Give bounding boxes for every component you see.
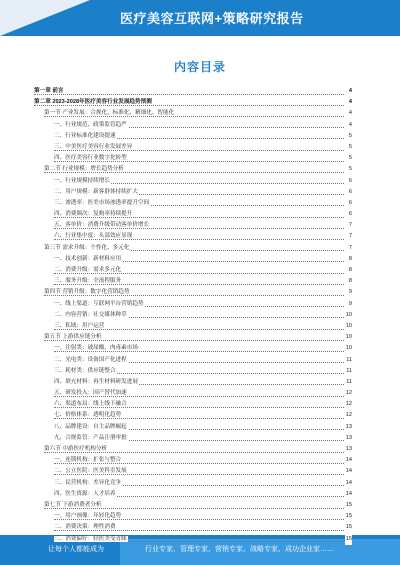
- toc-entry[interactable]: [34, 522, 352, 533]
- toc-entry[interactable]: [34, 511, 352, 522]
- report-title: 医疗美容互联网+策略研究报告: [120, 11, 304, 26]
- toc-page-number: 14: [345, 466, 352, 477]
- toc-entry[interactable]: [34, 299, 352, 310]
- toc-page-number: 10: [345, 343, 352, 354]
- toc-entry-text: 第一节 产业发展：合规化、标准化、精细化、智能化: [44, 110, 175, 117]
- toc-entry-text: 第二节 行业规模：增长趋势分析: [44, 166, 124, 173]
- toc-entry[interactable]: [34, 120, 352, 131]
- toc-entry-text: 六、行业集中度：头部效应显现: [54, 233, 133, 240]
- dot-leader: [54, 530, 344, 531]
- toc-entry[interactable]: [34, 355, 352, 366]
- toc-page-number: 15: [345, 500, 352, 511]
- toc-entry-text: 三、中美医疗美容行业发展差异: [54, 143, 133, 150]
- toc-entry-text: 一、行业规范，政策监管趋严: [54, 121, 127, 128]
- toc-entry-text: 四、消费频次：复购率持续提升: [54, 211, 133, 218]
- toc-entry-text: 一、线上渠道：互联网平台营销趋势: [54, 300, 144, 307]
- toc-page-number: 7: [348, 231, 352, 242]
- toc-page-number: 6: [348, 209, 352, 220]
- toc-entry-text: 一、注射类：玻尿酸、肉毒素市场: [54, 345, 138, 352]
- toc-page-number: 13: [345, 422, 352, 433]
- toc-entry-text: 四、医疗美容行业数字化转型: [54, 155, 127, 162]
- toc-entry-text: 一、连锁机构：扩张与整合: [54, 457, 122, 464]
- toc-entry-text: 第三节 需求升级：个性化、多元化: [44, 244, 130, 251]
- toc-page-number: 10: [345, 332, 352, 343]
- toc-page-number: 8: [348, 254, 352, 265]
- toc-entry[interactable]: [34, 86, 352, 97]
- toc-page-number: 10: [345, 310, 352, 321]
- toc-entry-text: 一、行业规模持续增长: [54, 177, 110, 184]
- toc-page-number: 9: [348, 299, 352, 310]
- toc-entry-text: 第一章 前言: [34, 88, 64, 94]
- toc-entry-text: 二、行业标准化建设提速: [54, 132, 116, 139]
- toc-entry-text: 二、内容营销：社交媒体种草: [54, 311, 127, 318]
- toc-entry-text: 一、技术创新：新材料应用: [54, 255, 122, 262]
- toc-page-number: 8: [348, 265, 352, 276]
- toc-entry[interactable]: [34, 433, 352, 444]
- toc-entry[interactable]: [34, 388, 352, 399]
- dot-leader: [44, 116, 344, 117]
- footer-motto: 让每个人都能成为: [48, 546, 104, 553]
- toc-entry-text: 五、研发投入：国产替代加速: [54, 390, 127, 397]
- toc-page-number: 14: [345, 478, 352, 489]
- dot-leader: [54, 418, 344, 419]
- toc-entry-text: 二、光电类：设备国产化进程: [54, 356, 127, 363]
- toc-page-number: 13: [345, 444, 352, 455]
- toc-entry-text: 五、客单价：消费升级带动客单价增长: [54, 222, 150, 229]
- toc-entry[interactable]: [34, 187, 352, 198]
- toc-entry[interactable]: [34, 198, 352, 209]
- toc-entry[interactable]: [34, 332, 352, 343]
- toc-entry-text: 第四节 营销升级：数字化营销趋势: [44, 289, 130, 296]
- toc-page-number: 7: [348, 243, 352, 254]
- toc-entry[interactable]: [34, 377, 352, 388]
- header-bar: [0, 0, 400, 36]
- toc-entry-text: 三、耗材类：供应链整合: [54, 367, 116, 374]
- toc-page-number: 12: [345, 399, 352, 410]
- toc-page-number: 15: [345, 534, 352, 545]
- toc-page-number: 6: [348, 187, 352, 198]
- toc-page-number: 10: [345, 321, 352, 332]
- toc-entry-text: 二、消费决策：理性消费: [54, 524, 116, 531]
- toc-page-number: 4: [348, 97, 352, 108]
- toc-page-number: 15: [345, 511, 352, 522]
- table-of-contents: [34, 86, 352, 545]
- toc-entry[interactable]: [34, 142, 352, 153]
- toc-entry[interactable]: [34, 500, 352, 511]
- toc-entry-text: 四、医生资源：人才培养: [54, 490, 116, 497]
- dot-leader: [54, 351, 344, 352]
- toc-entry[interactable]: [34, 164, 352, 175]
- toc-entry[interactable]: [34, 466, 352, 477]
- toc-entry-text: 八、品牌建设：自主品牌崛起: [54, 423, 127, 430]
- toc-entry-text: 第七节 下游消费者分析: [44, 501, 102, 508]
- toc-entry-text: 三、民营机构：差异化竞争: [54, 479, 122, 486]
- toc-page-number: 9: [348, 287, 352, 298]
- header-accent: [0, 0, 90, 36]
- dot-leader: [54, 239, 344, 240]
- toc-entry-text: 三、私域：用户运营: [54, 322, 105, 329]
- toc-entry-text: 二、消费升级：需求多元化: [54, 267, 122, 273]
- toc-entry[interactable]: [34, 422, 352, 433]
- toc-entry[interactable]: [34, 321, 352, 332]
- toc-entry[interactable]: [34, 366, 352, 377]
- toc-page-number: 4: [348, 86, 352, 97]
- toc-entry[interactable]: [34, 231, 352, 242]
- toc-entry[interactable]: [34, 410, 352, 421]
- toc-entry[interactable]: [34, 176, 352, 187]
- footer-tagline: 行业专家、管理专家、营销专家、战略专家、成功企业家……: [145, 546, 334, 553]
- toc-page-number: 5: [348, 164, 352, 175]
- toc-entry[interactable]: [34, 220, 352, 231]
- toc-page-number: 12: [345, 410, 352, 421]
- toc-page-number: 14: [345, 489, 352, 500]
- toc-entry-text: 三、消费偏好：轻医美受青睐: [54, 535, 127, 542]
- toc-entry[interactable]: [34, 287, 352, 298]
- toc-page-number: 15: [345, 522, 352, 533]
- toc-entry[interactable]: [34, 399, 352, 410]
- toc-entry[interactable]: [34, 444, 352, 455]
- toc-entry-text: 二、用户规模：新客群体持续扩大: [54, 188, 138, 195]
- toc-entry[interactable]: [34, 343, 352, 354]
- toc-page-number: 4: [348, 120, 352, 131]
- toc-entry[interactable]: [34, 131, 352, 142]
- toc-page-number: 4: [348, 108, 352, 119]
- toc-entry[interactable]: [34, 310, 352, 321]
- toc-entry-text: 第二章 2023-2028年医疗美容行业发展趋势预测: [34, 99, 152, 106]
- toc-entry-text: 四、填充材料：再生材料研发进展: [54, 378, 138, 385]
- dot-leader: [54, 474, 344, 475]
- toc-entry[interactable]: [34, 254, 352, 265]
- toc-entry-text: 第六节 中游医疗机构分析: [44, 446, 108, 452]
- toc-entry[interactable]: [34, 265, 352, 276]
- toc-entry[interactable]: [34, 478, 352, 489]
- toc-entry[interactable]: [34, 108, 352, 119]
- toc-entry-text: 二、公立医院：医美科室发展: [54, 468, 127, 475]
- toc-page-number: 13: [345, 433, 352, 444]
- toc-entry[interactable]: [34, 455, 352, 466]
- toc-entry-text: 第五节 上游供应链分析: [44, 334, 102, 341]
- toc-page-number: 6: [348, 176, 352, 187]
- toc-page-number: 5: [348, 142, 352, 153]
- toc-heading: 内容目录: [173, 60, 226, 74]
- toc-page-number: 11: [345, 366, 352, 377]
- toc-page-number: 14: [345, 455, 352, 466]
- toc-page-number: 7: [348, 220, 352, 231]
- toc-entry-text: 三、渗透率：医美市场渗透率提升空间: [54, 199, 150, 206]
- toc-entry[interactable]: [34, 489, 352, 500]
- toc-entry-text: 三、服务升级：全流程服务: [54, 278, 122, 285]
- toc-entry[interactable]: [34, 209, 352, 220]
- toc-entry-text: 九、合规监管：产品注册审批: [54, 434, 127, 441]
- toc-page-number: 5: [348, 131, 352, 142]
- toc-page-number: 6: [348, 198, 352, 209]
- toc-entry[interactable]: [34, 153, 352, 164]
- toc-page-number: 5: [348, 153, 352, 164]
- toc-entry[interactable]: [34, 243, 352, 254]
- toc-page-number: 8: [348, 276, 352, 287]
- toc-entry-text: 一、用户画像：年轻化趋势: [54, 513, 122, 520]
- toc-page-number: 11: [345, 355, 352, 366]
- toc-entry[interactable]: [34, 97, 352, 108]
- dot-leader: [44, 172, 344, 173]
- toc-page-number: 11: [345, 377, 352, 388]
- toc-entry[interactable]: [34, 276, 352, 287]
- dot-leader: [34, 94, 344, 95]
- toc-page-number: 12: [345, 388, 352, 399]
- toc-entry-text: 七、价格体系：透明化趋势: [54, 412, 122, 419]
- toc-entry-text: 六、渠道布局：线上线下融合: [54, 401, 127, 408]
- dot-leader: [44, 295, 344, 296]
